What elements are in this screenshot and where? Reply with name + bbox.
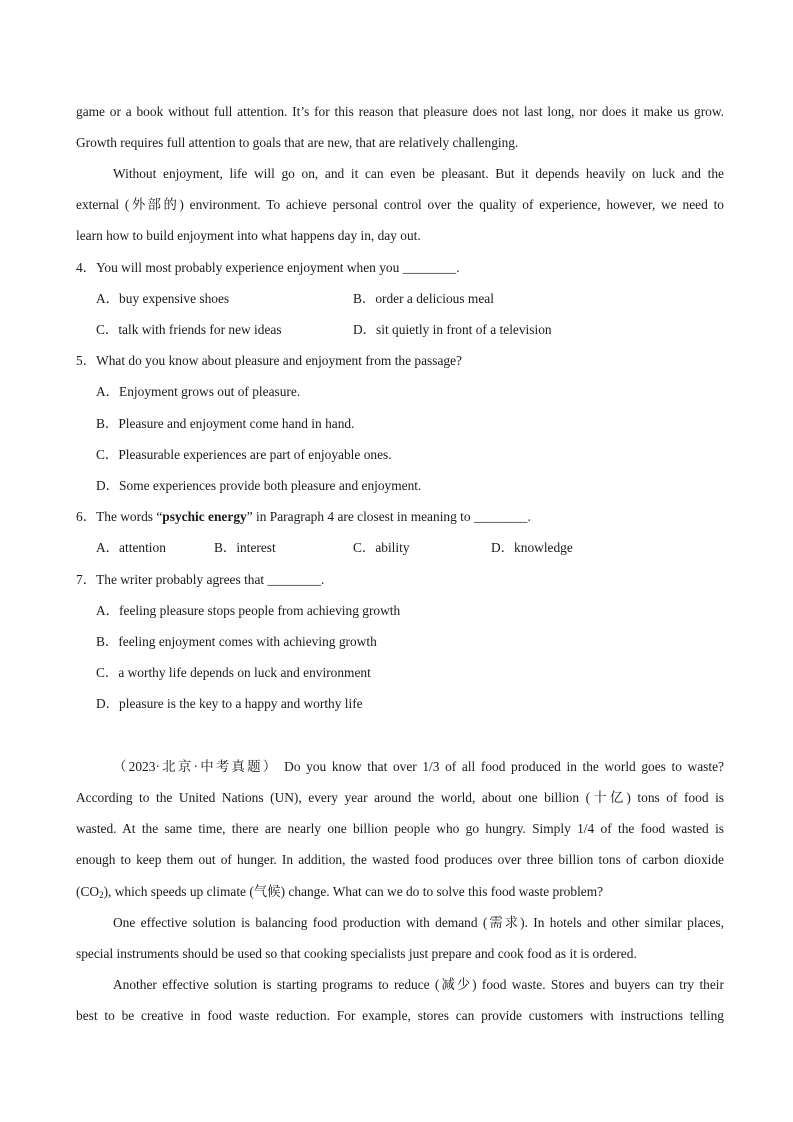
passage1-line-5: learn how to build enjoyment into what happens day in, day out. (76, 228, 421, 243)
question-6-option-c: C．ability (353, 540, 410, 555)
question-7-option-a: A．feeling pleasure stops people from achieving growth (96, 603, 401, 618)
co2-post: ), which speeds up climate (气候) change. What can we do to solve this food waste problem? (103, 884, 604, 899)
question-4-option-b: B．order a delicious meal (353, 291, 494, 306)
question-4-option-d: D．sit quietly in front of a television (353, 322, 552, 337)
question-6-keyword: psychic energy (162, 509, 247, 524)
passage2-line-9: best to be creative in food waste reduction. For example, stores can provide customers with instructions telling (76, 1008, 724, 1023)
passage2-line-1: （2023·北京·中考真题） Do you know that over 1/3 of all food produced in the world goes to waste? (113, 759, 724, 774)
question-7-option-d: D．pleasure is the key to a happy and worthy life (96, 696, 363, 711)
question-7-option-b: B．feeling enjoyment comes with achieving growth (96, 634, 377, 649)
passage1-line-2: Growth requires full attention to goals that are new, that are relatively challenging. (76, 135, 519, 150)
passage2-line-7: special instruments should be used so that cooking specialists just prepare and cook food as it is ordered. (76, 946, 637, 961)
question-5-option-a: A．Enjoyment grows out of pleasure. (96, 384, 301, 399)
question-6-option-b: B．interest (214, 540, 276, 555)
passage2-line-2: According to the United Nations (UN), every year around the world, about one billion (十亿) tons of food is (76, 790, 724, 805)
question-6-stem-post: ” in Paragraph 4 are closest in meaning to ________. (246, 509, 531, 524)
question-5-option-b: B．Pleasure and enjoyment come hand in hand. (96, 416, 355, 431)
passage2-line-4: enough to keep them out of hunger. In addition, the wasted food produces over three billion tons of carbon dioxide (76, 852, 724, 867)
passage2-line-6: One effective solution is balancing food production with demand (需求). In hotels and other similar places, (113, 915, 724, 930)
question-5-option-c: C．Pleasurable experiences are part of enjoyable ones. (96, 447, 392, 462)
co2-pre: (CO (76, 884, 100, 899)
passage1-line-4: external (外部的) environment. To achieve personal control over the quality of experience, however, we need to (76, 197, 724, 212)
passage2-line-5 (76, 883, 724, 901)
passage1-line-1: game or a book without full attention. It’s for this reason that pleasure does not last long, nor does it make us grow. (76, 104, 724, 119)
question-7-stem: 7．The writer probably agrees that ________. (76, 572, 325, 587)
question-4-option-c: C．talk with friends for new ideas (96, 322, 282, 337)
question-6-stem-pre: 6．The words “ (76, 509, 163, 524)
question-7-option-c: C．a worthy life depends on luck and environment (96, 665, 371, 680)
passage2-line-8: Another effective solution is starting programs to reduce (减少) food waste. Stores and buyers can try their (113, 977, 724, 992)
co2-subscript: 2 (99, 890, 104, 900)
question-4-stem: 4．You will most probably experience enjoyment when you ________. (76, 260, 460, 275)
question-6-option-d: D．knowledge (491, 540, 573, 555)
question-5-option-d: D．Some experiences provide both pleasure and enjoyment. (96, 478, 422, 493)
question-4-option-a: A．buy expensive shoes (96, 291, 230, 306)
question-6-option-a: A．attention (96, 540, 166, 555)
passage2-line-3: wasted. At the same time, there are nearly one billion people who go hungry. Simply 1/4 of the food wasted is (76, 821, 724, 836)
passage1-line-3: Without enjoyment, life will go on, and it can even be pleasant. But it depends heavily on luck and the (113, 166, 724, 181)
question-6-stem (76, 508, 724, 526)
question-5-stem: 5．What do you know about pleasure and enjoyment from the passage? (76, 353, 462, 368)
